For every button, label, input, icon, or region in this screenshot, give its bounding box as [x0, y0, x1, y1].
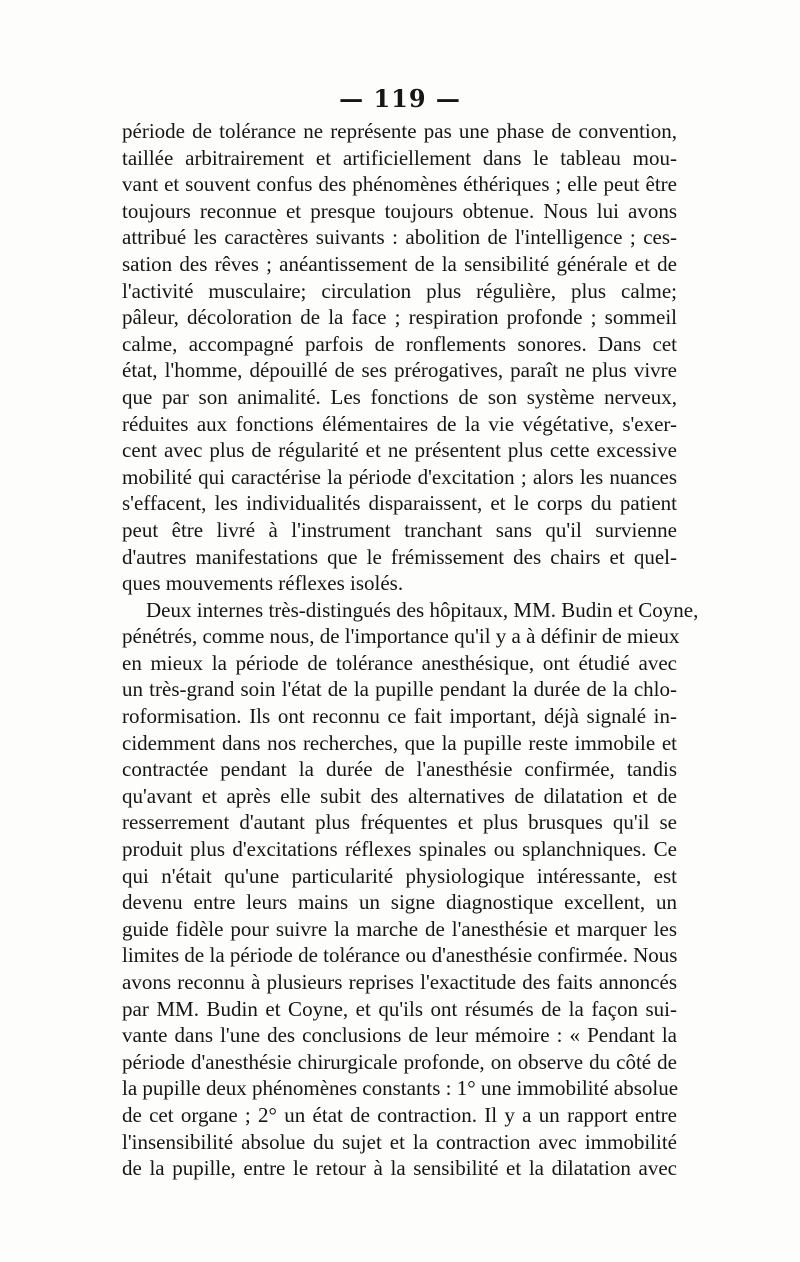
text-line: pâleur, décoloration de la face ; respiration profonde ; sommeil: [122, 305, 677, 330]
text-line: produit plus d'excitations réflexes spinales ou splanchniques. Ce: [122, 837, 677, 862]
text-line: roformisation. Ils ont reconnu ce fait important, déjà signalé in-: [122, 704, 677, 729]
text-line: période de tolérance ne représente pas une phase de convention,: [122, 119, 677, 143]
text-line: peut être livré à l'instrument tranchant sans qu'il survienne: [122, 517, 677, 542]
text-line: attribué les caractères suivants : abolition de l'intelligence ; ces-: [122, 225, 677, 250]
text-line: de cet organe ; 2° un état de contraction. Il y a un rapport entre: [122, 1102, 677, 1127]
text-line: un très-grand soin l'état de la pupille pendant la durée de la chlo-: [122, 677, 677, 702]
text-line: s'effacent, les individualités disparaissent, et le corps du patient: [122, 491, 677, 516]
text-line: vante dans l'une des conclusions de leur mémoire : « Pendant la: [122, 1023, 677, 1048]
text-line: vant et souvent confus des phénomènes éthériques ; elle peut être: [122, 172, 677, 197]
text-line: qu'avant et après elle subit des alternatives de dilatation et de: [122, 783, 677, 808]
paragraph-1: [122, 118, 677, 597]
text-line: devenu entre leurs mains un signe diagnostique excellent, un: [122, 890, 677, 915]
text-line: calme, accompagné parfois de ronflements sonores. Dans cet: [122, 331, 677, 356]
text-line: sation des rêves ; anéantissement de la sensibilité générale et de: [122, 251, 677, 276]
text-line: état, l'homme, dépouillé de ses prérogatives, paraît ne plus vivre: [122, 358, 677, 383]
text-line: guide fidèle pour suivre la marche de l'anesthésie et marquer les: [122, 916, 677, 941]
text-line: d'autres manifestations que le frémissement des chairs et quel-: [122, 544, 677, 569]
paragraph-2: [122, 597, 699, 1182]
text-line: période d'anesthésie chirurgicale profonde, on observe du côté de: [122, 1049, 677, 1074]
text-line: limites de la période de tolérance ou d'anesthésie confirmée. Nous: [122, 943, 678, 968]
text-line: pénétrés, comme nous, de l'importance qu'il y a à définir de mieux: [122, 624, 680, 649]
text-line: en mieux la période de tolérance anesthésique, ont étudié avec: [122, 650, 677, 675]
text-line: toujours reconnue et presque toujours obtenue. Nous lui avons: [122, 198, 677, 223]
text-line: la pupille deux phénomènes constants : 1° une immobilité absolue: [122, 1076, 679, 1101]
text-line: contractée pendant la durée de l'anesthésie confirmée, tandis: [122, 757, 677, 782]
text-line: réduites aux fonctions élémentaires de la vie végétative, s'exer-: [122, 411, 677, 436]
text-line: que par son animalité. Les fonctions de son système nerveux,: [122, 384, 677, 409]
text-line: de la pupille, entre le retour à la sensibilité et la dilatation avec: [122, 1156, 677, 1181]
text-line: cidemment dans nos recherches, que la pupille reste immobile et: [122, 730, 677, 755]
text-line: avons reconnu à plusieurs reprises l'exactitude des faits annoncés: [122, 970, 677, 994]
text-line: taillée arbitrairement et artificiellement dans le tableau mou-: [122, 145, 677, 170]
text-line: cent avec plus de régularité et ne présentent plus cette excessive: [122, 438, 677, 463]
text-line: qui n'était qu'une particularité physiologique intéressante, est: [122, 863, 677, 888]
text-line: mobilité qui caractérise la période d'excitation ; alors les nuances: [122, 464, 677, 489]
text-line: ques mouvements réflexes isolés.: [122, 571, 404, 596]
text-line: resserrement d'autant plus fréquentes et plus brusques qu'il se: [122, 810, 677, 835]
page-number: — 119 —: [339, 84, 461, 113]
body-text: [122, 118, 699, 1182]
text-line: l'insensibilité absolue du sujet et la contraction avec immobilité: [122, 1129, 677, 1154]
text-line: par MM. Budin et Coyne, et qu'ils ont résumés de la façon sui-: [122, 996, 677, 1021]
text-line: Deux internes très-distingués des hôpitaux, MM. Budin et Coyne,: [146, 597, 699, 622]
text-line: l'activité musculaire; circulation plus régulière, plus calme;: [122, 278, 677, 303]
